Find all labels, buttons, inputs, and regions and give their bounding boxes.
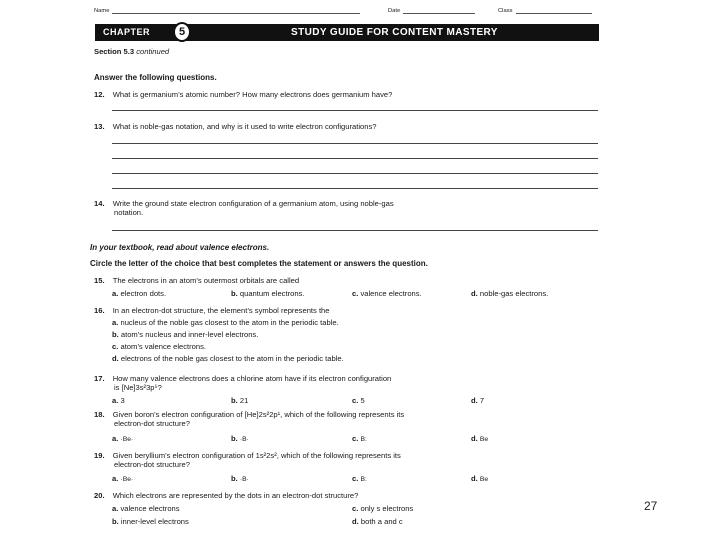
question-number: 13. xyxy=(94,122,105,131)
choice-d[interactable] xyxy=(471,434,488,443)
question-text-line1: Write the ground state electron configuration of a germanium atom, using noble-gas xyxy=(112,199,394,208)
choice-letter: d. xyxy=(352,517,359,526)
choice-text: both a and c xyxy=(360,517,403,526)
choice-text: B: xyxy=(360,436,367,443)
chapter-number: 5 xyxy=(173,22,191,42)
question-number: 18. xyxy=(94,410,105,419)
choice-a[interactable] xyxy=(112,289,166,298)
choice-c[interactable] xyxy=(352,289,422,298)
class-label: Class xyxy=(498,8,513,14)
choice-b[interactable] xyxy=(231,434,249,443)
answer-line[interactable] xyxy=(112,158,598,159)
choice-letter: a. xyxy=(112,318,119,327)
question-19 xyxy=(94,451,401,460)
choice-letter: d. xyxy=(471,434,478,443)
choice-c[interactable] xyxy=(352,504,413,513)
choice-c[interactable] xyxy=(352,396,365,405)
question-text-line2: notation. xyxy=(114,208,144,217)
choice-letter: b. xyxy=(231,289,238,298)
question-text-line2: electron-dot structure? xyxy=(114,460,190,469)
name-field xyxy=(94,7,360,14)
question-text: Which electrons are represented by the dots in an electron-dot structure? xyxy=(112,491,359,500)
choice-text: Be xyxy=(479,436,489,443)
choice-letter: c. xyxy=(352,289,359,298)
choice-letter: d. xyxy=(471,396,478,405)
choice-text: 21 xyxy=(239,396,249,405)
date-label: Date xyxy=(388,8,401,14)
choice-letter: a. xyxy=(112,474,119,483)
chapter-banner xyxy=(95,24,599,41)
question-14 xyxy=(94,199,394,208)
question-number: 17. xyxy=(94,374,105,383)
choice-letter: c. xyxy=(352,474,359,483)
choice-text: B: xyxy=(360,476,367,483)
choice-b[interactable] xyxy=(231,396,248,405)
choice-c[interactable] xyxy=(352,434,367,443)
choice-text: valence electrons xyxy=(120,504,180,513)
question-text-line1: How many valence electrons does a chlorine atom have if its electron configuration xyxy=(112,374,392,383)
choice-text: ·B· xyxy=(239,436,249,443)
choice-d[interactable] xyxy=(471,474,488,483)
choice-a[interactable] xyxy=(112,396,125,405)
question-12 xyxy=(94,90,392,99)
section-label: Section 5.3 xyxy=(94,47,135,56)
choice-b[interactable] xyxy=(231,474,249,483)
choice-b[interactable] xyxy=(112,330,258,339)
question-text-line1: Given boron’s electron configuration of [He]2s²2p¹, which of the following represents its xyxy=(112,410,405,419)
choice-letter: b. xyxy=(231,474,238,483)
class-field xyxy=(498,7,592,14)
question-16 xyxy=(94,306,330,315)
question-15 xyxy=(94,276,299,285)
choice-text: 3 xyxy=(120,396,125,405)
question-text: In an electron-dot structure, the element’s symbol represents the xyxy=(112,306,330,315)
choice-d[interactable] xyxy=(471,289,548,298)
worksheet-page xyxy=(88,0,608,540)
choice-text: nucleus of the noble gas closest to the atom in the periodic table. xyxy=(120,318,339,327)
choice-letter: c. xyxy=(352,396,359,405)
guide-title: STUDY GUIDE FOR CONTENT MASTERY xyxy=(291,27,498,38)
choice-text: quantum electrons. xyxy=(239,289,305,298)
choice-letter: c. xyxy=(352,504,359,513)
choice-text: 7 xyxy=(479,396,485,405)
section-suffix: continued xyxy=(136,47,170,56)
choice-b[interactable] xyxy=(231,289,304,298)
question-17 xyxy=(94,374,391,383)
choice-d[interactable] xyxy=(352,517,403,526)
choice-letter: b. xyxy=(112,517,119,526)
name-label: Name xyxy=(94,8,110,14)
question-number: 15. xyxy=(94,276,105,285)
choice-text: electrons of the noble gas closest to the atom in the periodic table. xyxy=(120,354,344,363)
choice-letter: b. xyxy=(231,434,238,443)
question-text-line2: is [Ne]3s²3p⁵? xyxy=(114,383,162,392)
reading-note: In your textbook, read about valence electrons. xyxy=(90,243,270,252)
question-number: 14. xyxy=(94,199,105,208)
choice-text: atom’s nucleus and inner-level electrons. xyxy=(120,330,259,339)
choice-text: inner-level electrons xyxy=(120,517,189,526)
choice-text: Be xyxy=(479,476,489,483)
choice-text: 5 xyxy=(360,396,365,405)
choice-text: ·B· xyxy=(239,476,249,483)
choice-d[interactable] xyxy=(471,396,484,405)
question-text: What is germanium’s atomic number? How many electrons does germanium have? xyxy=(112,90,393,99)
question-18 xyxy=(94,410,404,419)
choice-letter: c. xyxy=(112,342,119,351)
question-text-line2: electron-dot structure? xyxy=(114,419,190,428)
choice-text: noble-gas electrons. xyxy=(479,289,549,298)
choice-c[interactable] xyxy=(112,342,206,351)
answer-line[interactable] xyxy=(112,143,598,144)
question-13 xyxy=(94,122,377,131)
choice-text: electron dots. xyxy=(120,289,167,298)
question-text: The electrons in an atom’s outermost orbitals are called xyxy=(112,276,300,285)
choice-c[interactable] xyxy=(352,474,367,483)
chapter-label: CHAPTER xyxy=(103,27,151,37)
choice-letter: c. xyxy=(352,434,359,443)
choice-text: only s electrons xyxy=(360,504,414,513)
choice-letter: b. xyxy=(112,330,119,339)
choice-a[interactable] xyxy=(112,474,133,483)
answer-line[interactable] xyxy=(112,188,598,189)
choice-text: ·Be· xyxy=(120,476,134,483)
choice-a[interactable] xyxy=(112,318,339,327)
choice-d[interactable] xyxy=(112,354,344,363)
choice-text: valence electrons. xyxy=(360,289,422,298)
choice-letter: a. xyxy=(112,434,119,443)
choice-letter: d. xyxy=(112,354,119,363)
choice-letter: a. xyxy=(112,396,119,405)
part2-instructions: Circle the letter of the choice that best completes the statement or answers the question. xyxy=(90,259,428,268)
choice-text: ·Be· xyxy=(120,436,134,443)
choice-text: atom’s valence electrons. xyxy=(120,342,207,351)
answer-line[interactable] xyxy=(112,110,598,111)
choice-a[interactable] xyxy=(112,504,180,513)
question-text-line1: Given beryllium’s electron configuration of 1s²2s², which of the following represents its xyxy=(112,451,401,460)
question-number: 19. xyxy=(94,451,105,460)
answer-line[interactable] xyxy=(112,230,598,231)
question-20 xyxy=(94,491,358,500)
slide-page-number: 27 xyxy=(644,499,658,513)
choice-letter: d. xyxy=(471,474,478,483)
question-number: 20. xyxy=(94,491,105,500)
answer-line[interactable] xyxy=(112,173,598,174)
question-text: What is noble-gas notation, and why is it used to write electron configurations? xyxy=(112,122,377,131)
section-heading xyxy=(94,47,169,56)
choice-letter: b. xyxy=(231,396,238,405)
choice-a[interactable] xyxy=(112,434,133,443)
choice-b[interactable] xyxy=(112,517,189,526)
choice-letter: a. xyxy=(112,289,119,298)
choice-letter: a. xyxy=(112,504,119,513)
part1-instructions: Answer the following questions. xyxy=(94,73,217,82)
question-number: 12. xyxy=(94,90,105,99)
question-number: 16. xyxy=(94,306,105,315)
date-field xyxy=(388,7,475,14)
choice-letter: d. xyxy=(471,289,478,298)
